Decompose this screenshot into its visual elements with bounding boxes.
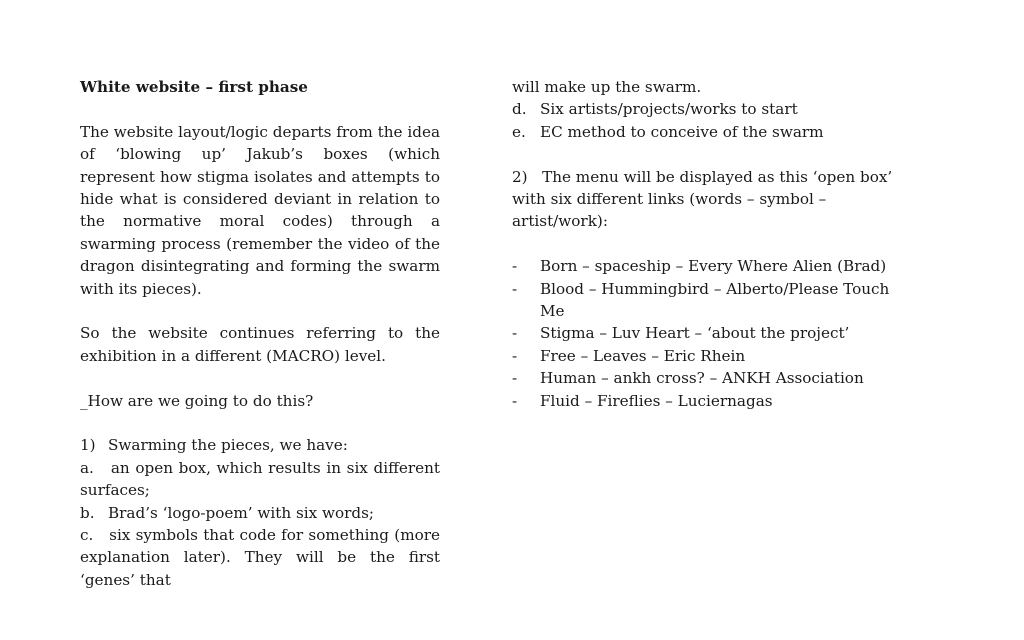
item-text: an open box, which results in six different surfaces;	[80, 458, 441, 500]
item-text: Six artists/projects/works to start	[540, 100, 798, 119]
sub-item-c	[80, 524, 440, 591]
item-text: six symbols that code for something (more explanation later). They will be the first ‘genes’ that	[80, 526, 440, 589]
list-item	[512, 255, 904, 277]
link-text: Born – spaceship – Every Where Alien (Brad)	[540, 257, 887, 276]
link-text: Stigma – Luv Heart – ‘about the project’	[540, 324, 850, 343]
link-text: Fluid – Fireflies – Luciernagas	[540, 391, 773, 410]
item-text: EC method to conceive of the swarm	[540, 122, 824, 141]
sub-item-b	[80, 502, 440, 524]
sub-item-e	[512, 121, 904, 143]
sub-item-d	[512, 98, 904, 120]
bullet-dash: -	[512, 346, 518, 365]
list-item	[512, 322, 904, 344]
question-paragraph: _How are we going to do this?	[80, 391, 314, 410]
list-item	[512, 345, 904, 367]
document-title: White website – first phase	[80, 78, 308, 96]
continued-text: will make up the swarm.	[512, 78, 702, 96]
item-marker: c.	[80, 526, 94, 545]
sub-item-a	[80, 457, 440, 502]
left-column	[80, 76, 440, 591]
list-item	[512, 390, 904, 412]
right-column	[512, 76, 904, 412]
item-text: Swarming the pieces, we have:	[108, 436, 348, 455]
bullet-dash: -	[512, 324, 518, 343]
item-marker: b.	[80, 503, 95, 522]
numbered-item-1	[80, 434, 440, 456]
bullet-dash: -	[512, 391, 518, 410]
bullet-dash: -	[512, 257, 518, 276]
item-text: Brad’s ‘logo-poem’ with six words;	[108, 503, 375, 522]
list-item	[512, 278, 904, 323]
link-text: Human – ankh cross? – ANKH Association	[540, 369, 864, 388]
item-marker: a.	[80, 458, 94, 477]
numbered-item-2	[512, 166, 904, 233]
item-text: The menu will be displayed as this ‘open box’ with six different links (words – symbol – artist/work):	[512, 167, 893, 231]
link-text: Free – Leaves – Eric Rhein	[540, 346, 746, 365]
intro-paragraph: The website layout/logic departs from the idea of ‘blowing up’ Jakub’s boxes (which represent how stigma isolates and attempts to hide what is considered deviant in relation to the normative moral codes) through a swarming process (remember the video of the dragon disintegrating and forming the swarm with its pieces).	[80, 122, 440, 298]
bullet-dash: -	[512, 279, 518, 298]
item-marker: e.	[512, 122, 526, 141]
item-marker: 2)	[512, 167, 528, 186]
macro-paragraph: So the website continues referring to the exhibition in a different (MACRO) level.	[80, 324, 440, 365]
list-item	[512, 367, 904, 389]
bullet-dash: -	[512, 369, 518, 388]
link-text: Blood – Hummingbird – Alberto/Please Touch Me	[540, 279, 890, 321]
item-marker: d.	[512, 100, 527, 119]
item-marker: 1)	[80, 436, 96, 455]
